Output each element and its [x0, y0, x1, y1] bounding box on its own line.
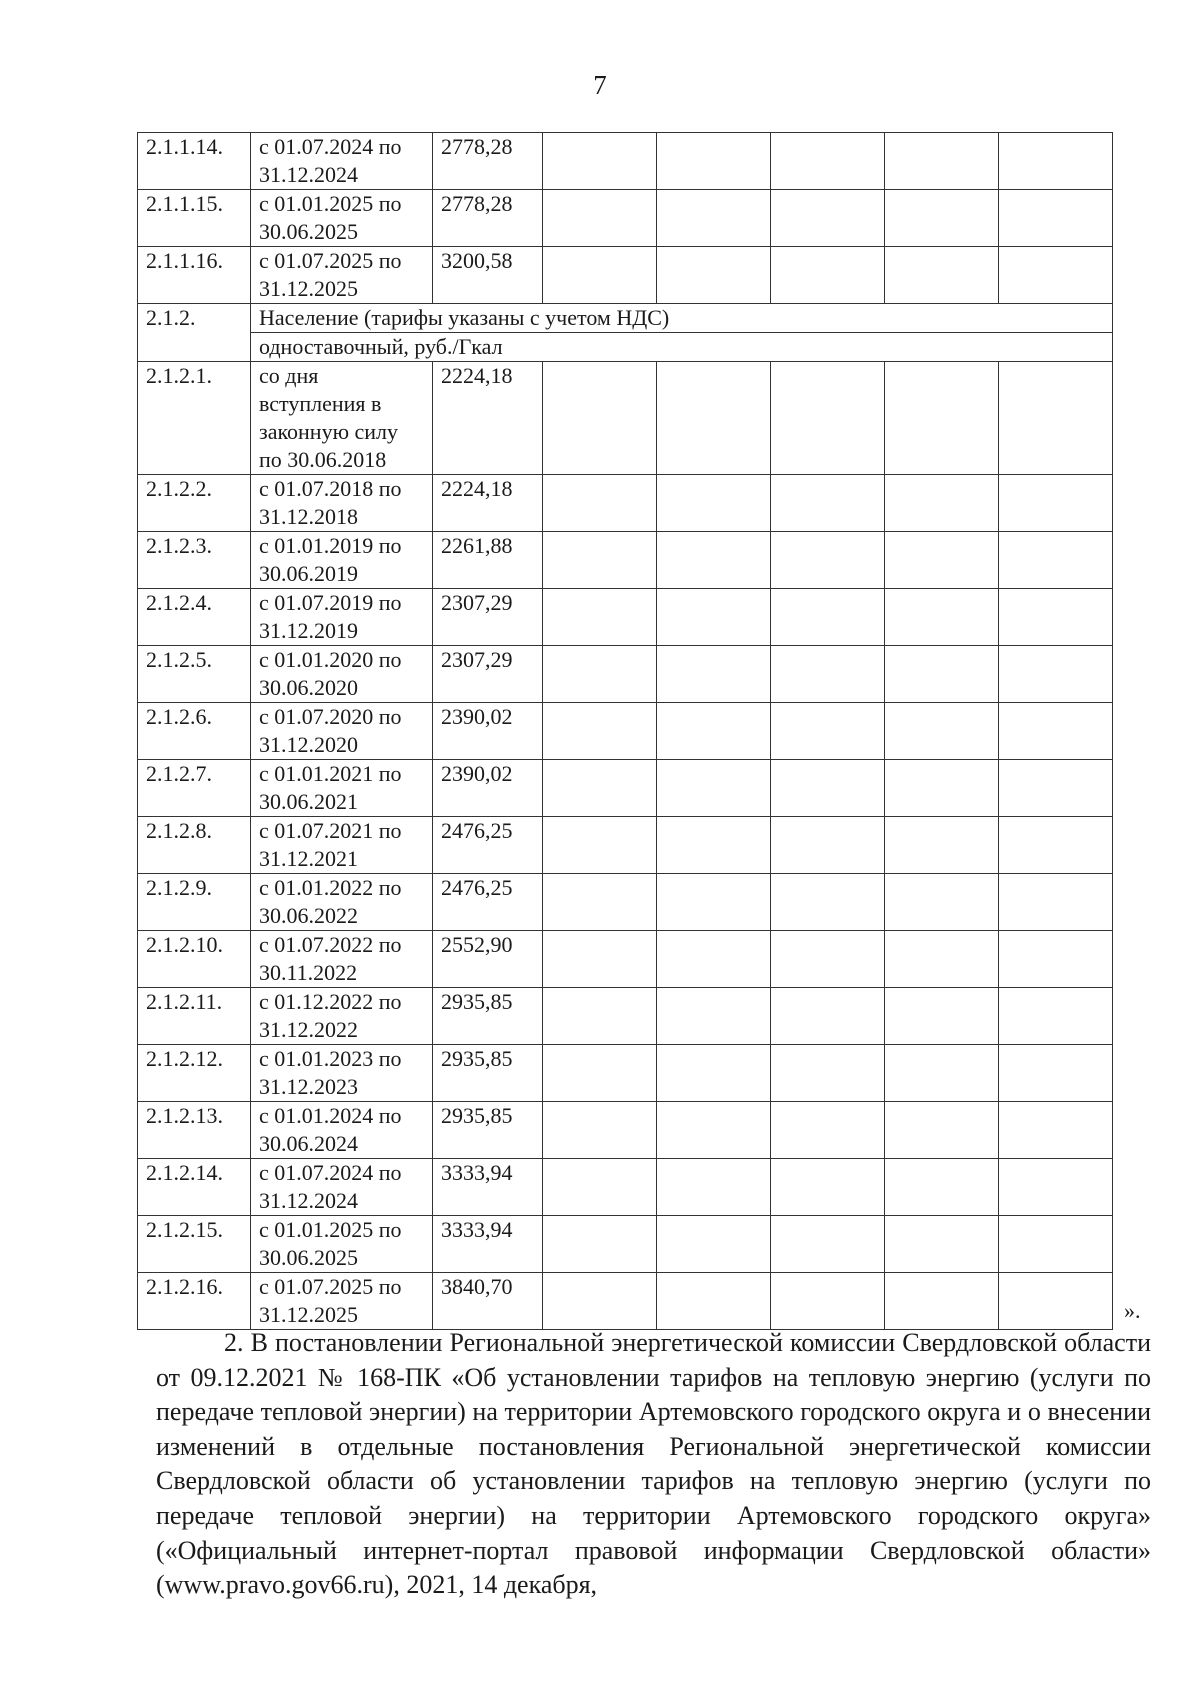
cell-num: 2.1.2.15. — [138, 1216, 251, 1273]
cell-period: с 01.01.2025 по 30.06.2025 — [251, 1216, 433, 1273]
cell-empty — [771, 1159, 885, 1216]
table-row — [138, 817, 1113, 874]
cell-num: 2.1.2. — [138, 304, 251, 362]
cell-num: 2.1.2.12. — [138, 1045, 251, 1102]
cell-num: 2.1.2.14. — [138, 1159, 251, 1216]
cell-empty — [543, 817, 657, 874]
tariff-table — [137, 132, 1113, 1330]
table-row — [138, 532, 1113, 589]
cell-empty — [543, 190, 657, 247]
closing-quote: ». — [1124, 1298, 1141, 1323]
table-row — [138, 874, 1113, 931]
table-row — [138, 1045, 1113, 1102]
cell-empty — [771, 703, 885, 760]
cell-empty — [771, 362, 885, 475]
cell-empty — [885, 760, 999, 817]
cell-empty — [885, 362, 999, 475]
cell-empty — [771, 133, 885, 190]
cell-num: 2.1.2.2. — [138, 475, 251, 532]
cell-empty — [657, 247, 771, 304]
cell-num: 2.1.2.3. — [138, 532, 251, 589]
cell-period: с 01.12.2022 по 31.12.2022 — [251, 988, 433, 1045]
cell-empty — [999, 703, 1113, 760]
cell-empty — [885, 703, 999, 760]
cell-empty — [657, 1216, 771, 1273]
cell-empty — [771, 1045, 885, 1102]
cell-empty — [999, 1273, 1113, 1330]
cell-empty — [543, 589, 657, 646]
cell-value: 2224,18 — [433, 475, 543, 532]
cell-empty — [771, 190, 885, 247]
cell-empty — [657, 703, 771, 760]
cell-num: 2.1.1.15. — [138, 190, 251, 247]
cell-period: с 01.01.2020 по 30.06.2020 — [251, 646, 433, 703]
cell-value: 3200,58 — [433, 247, 543, 304]
cell-value: 2476,25 — [433, 874, 543, 931]
cell-empty — [657, 817, 771, 874]
cell-empty — [543, 703, 657, 760]
cell-empty — [657, 1102, 771, 1159]
cell-empty — [543, 1102, 657, 1159]
cell-period: с 01.07.2020 по 31.12.2020 — [251, 703, 433, 760]
table-row — [138, 1159, 1113, 1216]
cell-empty — [885, 190, 999, 247]
cell-value: 2390,02 — [433, 760, 543, 817]
cell-empty — [885, 931, 999, 988]
cell-empty — [999, 589, 1113, 646]
table-row — [138, 760, 1113, 817]
table-row — [138, 931, 1113, 988]
cell-empty — [543, 874, 657, 931]
cell-value: 2307,29 — [433, 589, 543, 646]
table-row — [138, 1273, 1113, 1330]
cell-empty — [771, 760, 885, 817]
cell-empty — [999, 760, 1113, 817]
table-row — [138, 988, 1113, 1045]
cell-empty — [771, 475, 885, 532]
cell-value: 2935,85 — [433, 1102, 543, 1159]
cell-empty — [657, 362, 771, 475]
cell-value: 2552,90 — [433, 931, 543, 988]
table-row — [138, 362, 1113, 475]
table-row — [138, 703, 1113, 760]
cell-period: с 01.01.2023 по 31.12.2023 — [251, 1045, 433, 1102]
cell-empty — [771, 988, 885, 1045]
cell-num: 2.1.2.4. — [138, 589, 251, 646]
cell-empty — [885, 133, 999, 190]
cell-empty — [999, 931, 1113, 988]
cell-period: с 01.07.2022 по 30.11.2022 — [251, 931, 433, 988]
cell-empty — [999, 1159, 1113, 1216]
cell-num: 2.1.1.14. — [138, 133, 251, 190]
cell-value: 3333,94 — [433, 1159, 543, 1216]
cell-empty — [885, 874, 999, 931]
cell-empty — [999, 247, 1113, 304]
cell-num: 2.1.2.13. — [138, 1102, 251, 1159]
table-row — [138, 646, 1113, 703]
cell-empty — [657, 1045, 771, 1102]
cell-empty — [543, 1216, 657, 1273]
cell-value: 2935,85 — [433, 988, 543, 1045]
cell-empty — [885, 1273, 999, 1330]
cell-empty — [543, 247, 657, 304]
cell-num: 2.1.2.8. — [138, 817, 251, 874]
cell-empty — [543, 988, 657, 1045]
cell-num: 2.1.2.9. — [138, 874, 251, 931]
cell-empty — [885, 988, 999, 1045]
table-row — [138, 190, 1113, 247]
page-number: 7 — [593, 70, 607, 100]
table-row — [138, 1102, 1113, 1159]
cell-empty — [999, 817, 1113, 874]
cell-num: 2.1.2.16. — [138, 1273, 251, 1330]
cell-empty — [999, 532, 1113, 589]
cell-empty — [771, 532, 885, 589]
cell-empty — [543, 760, 657, 817]
cell-empty — [657, 931, 771, 988]
cell-value: 3840,70 — [433, 1273, 543, 1330]
cell-empty — [771, 931, 885, 988]
cell-value: 2935,85 — [433, 1045, 543, 1102]
cell-empty — [885, 646, 999, 703]
table-row — [138, 1216, 1113, 1273]
cell-empty — [771, 1216, 885, 1273]
cell-period: с 01.07.2025 по 31.12.2025 — [251, 1273, 433, 1330]
cell-period: с 01.01.2021 по 30.06.2021 — [251, 760, 433, 817]
cell-num: 2.1.2.11. — [138, 988, 251, 1045]
cell-empty — [543, 133, 657, 190]
cell-period: с 01.01.2024 по 30.06.2024 — [251, 1102, 433, 1159]
cell-empty — [771, 589, 885, 646]
cell-empty — [999, 133, 1113, 190]
cell-value: 2778,28 — [433, 133, 543, 190]
cell-num: 2.1.2.10. — [138, 931, 251, 988]
cell-empty — [543, 1159, 657, 1216]
table-row — [138, 304, 1113, 333]
cell-period: с 01.07.2024 по 31.12.2024 — [251, 133, 433, 190]
cell-period: с 01.01.2025 по 30.06.2025 — [251, 190, 433, 247]
cell-empty — [657, 133, 771, 190]
cell-value: 2307,29 — [433, 646, 543, 703]
cell-empty — [543, 532, 657, 589]
cell-period: с 01.01.2019 по 30.06.2019 — [251, 532, 433, 589]
cell-empty — [999, 988, 1113, 1045]
cell-period: с 01.07.2025 по 31.12.2025 — [251, 247, 433, 304]
cell-period: со дня вступления в законную силу по 30.06.2018 — [251, 362, 433, 475]
table-row — [138, 247, 1113, 304]
cell-num: 2.1.2.5. — [138, 646, 251, 703]
cell-period: с 01.07.2021 по 31.12.2021 — [251, 817, 433, 874]
cell-empty — [771, 1273, 885, 1330]
cell-section-title: Население (тарифы указаны с учетом НДС) — [251, 304, 1113, 333]
cell-period: с 01.01.2022 по 30.06.2022 — [251, 874, 433, 931]
cell-value: 3333,94 — [433, 1216, 543, 1273]
cell-empty — [771, 247, 885, 304]
cell-value: 2390,02 — [433, 703, 543, 760]
cell-empty — [885, 1102, 999, 1159]
cell-period: с 01.07.2019 по 31.12.2019 — [251, 589, 433, 646]
cell-empty — [543, 1273, 657, 1330]
cell-empty — [657, 190, 771, 247]
cell-empty — [543, 646, 657, 703]
cell-empty — [543, 475, 657, 532]
cell-value: 2224,18 — [433, 362, 543, 475]
cell-empty — [543, 362, 657, 475]
cell-empty — [657, 475, 771, 532]
cell-empty — [657, 988, 771, 1045]
table-row — [138, 589, 1113, 646]
cell-empty — [999, 475, 1113, 532]
cell-empty — [771, 874, 885, 931]
cell-empty — [885, 475, 999, 532]
table-row — [138, 133, 1113, 190]
cell-empty — [657, 1159, 771, 1216]
cell-empty — [999, 874, 1113, 931]
cell-empty — [885, 817, 999, 874]
cell-empty — [543, 1045, 657, 1102]
cell-empty — [885, 247, 999, 304]
table-row — [138, 475, 1113, 532]
cell-empty — [885, 532, 999, 589]
cell-empty — [999, 646, 1113, 703]
cell-empty — [771, 1102, 885, 1159]
cell-value: 2778,28 — [433, 190, 543, 247]
cell-empty — [999, 362, 1113, 475]
cell-num: 2.1.2.1. — [138, 362, 251, 475]
cell-empty — [885, 1045, 999, 1102]
cell-empty — [999, 1216, 1113, 1273]
cell-subsection-title: одноставочный, руб./Гкал — [251, 333, 1113, 362]
cell-num: 2.1.2.7. — [138, 760, 251, 817]
cell-value: 2476,25 — [433, 817, 543, 874]
cell-empty — [999, 190, 1113, 247]
cell-empty — [771, 817, 885, 874]
cell-empty — [657, 589, 771, 646]
cell-empty — [543, 931, 657, 988]
cell-empty — [657, 646, 771, 703]
table-row — [138, 333, 1113, 362]
cell-empty — [771, 646, 885, 703]
cell-empty — [657, 760, 771, 817]
cell-empty — [885, 1159, 999, 1216]
cell-value: 2261,88 — [433, 532, 543, 589]
cell-period: с 01.07.2024 по 31.12.2024 — [251, 1159, 433, 1216]
cell-period: с 01.07.2018 по 31.12.2018 — [251, 475, 433, 532]
body-paragraph: 2. В постановлении Региональной энергетической комиссии Свердловской области от 09.12.2021 № 168-ПК «Об установлении тарифов на тепловую энергию (услуги по передаче тепловой энергии) на территории Артемовского городского округа и о внесении изменений в отдельные постановления Региональной энергетической комиссии Свердловской области об установлении тарифов на тепловую энергию (услуги по передаче тепловой энергии) на территории Артемовского городского округа» («Официальный интернет-портал правовой информации Свердловской области» (www.pravo.gov66.ru), 2021, 14 декабря, — [156, 1328, 1151, 1600]
cell-empty — [999, 1102, 1113, 1159]
cell-empty — [657, 874, 771, 931]
cell-empty — [657, 1273, 771, 1330]
cell-empty — [885, 1216, 999, 1273]
cell-empty — [657, 532, 771, 589]
cell-num: 2.1.2.6. — [138, 703, 251, 760]
cell-empty — [999, 1045, 1113, 1102]
cell-num: 2.1.1.16. — [138, 247, 251, 304]
cell-empty — [885, 589, 999, 646]
